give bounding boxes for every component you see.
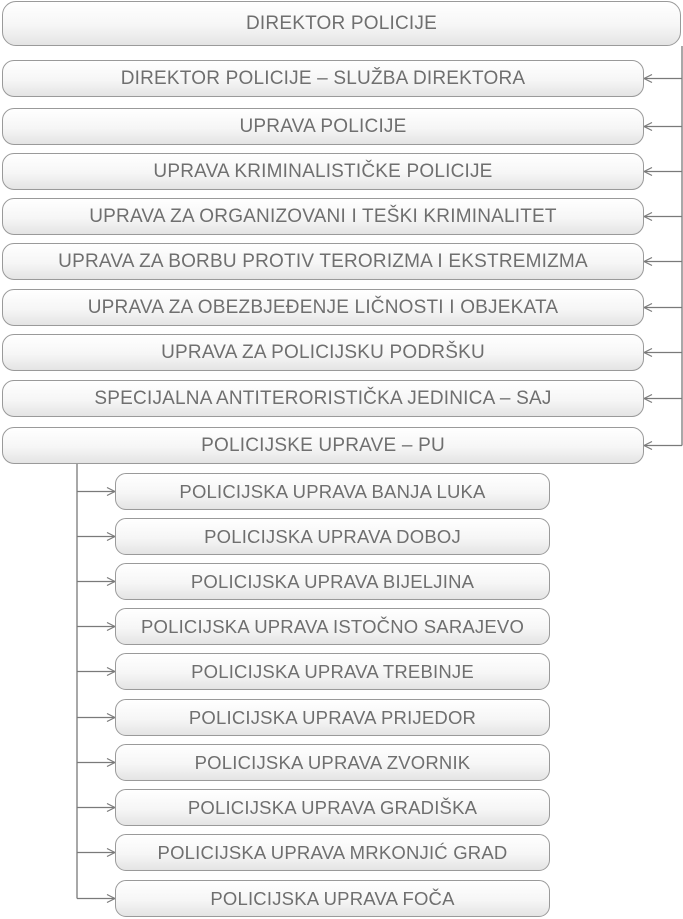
regional-box-policijska-uprava-istocno-sarajevo: POLICIJSKA UPRAVA ISTOČNO SARAJEVO (115, 608, 550, 645)
unit-box-uprava-kriminalisticke-policije: UPRAVA KRIMINALISTIČKE POLICIJE (2, 153, 644, 190)
regional-box-policijska-uprava-foca: POLICIJSKA UPRAVA FOČA (115, 880, 550, 917)
regional-box-policijska-uprava-trebinje: POLICIJSKA UPRAVA TREBINJE (115, 653, 550, 690)
root-box-direktor-policije: DIREKTOR POLICIJE (2, 1, 681, 46)
unit-box-uprava-za-organizovani-i-teski-kriminalitet: UPRAVA ZA ORGANIZOVANI I TEŠKI KRIMINALITET (2, 198, 644, 235)
regional-box-policijska-uprava-bijeljina: POLICIJSKA UPRAVA BIJELJINA (115, 563, 550, 600)
regional-box-policijska-uprava-doboj: POLICIJSKA UPRAVA DOBOJ (115, 518, 550, 555)
regional-box-policijska-uprava-banja-luka: POLICIJSKA UPRAVA BANJA LUKA (115, 473, 550, 510)
unit-box-uprava-policije: UPRAVA POLICIJE (2, 108, 644, 145)
unit-box-policijske-uprave-pu: POLICIJSKE UPRAVE – PU (2, 427, 644, 464)
regional-box-policijska-uprava-mrkonjic-grad: POLICIJSKA UPRAVA MRKONJIĆ GRAD (115, 834, 550, 871)
unit-box-uprava-za-obezbjedjenje-licnosti-i-objekata: UPRAVA ZA OBEZBJEĐENJE LIČNOSTI I OBJEKATA (2, 289, 644, 326)
regional-box-policijska-uprava-zvornik: POLICIJSKA UPRAVA ZVORNIK (115, 744, 550, 781)
regional-box-policijska-uprava-prijedor: POLICIJSKA UPRAVA PRIJEDOR (115, 699, 550, 736)
regional-box-policijska-uprava-gradiska: POLICIJSKA UPRAVA GRADIŠKA (115, 789, 550, 826)
unit-box-uprava-za-borbu-protiv-terorizma-i-ekstremizma: UPRAVA ZA BORBU PROTIV TERORIZMA I EKSTREMIZMA (2, 243, 644, 280)
unit-box-uprava-za-policijsku-podrsku: UPRAVA ZA POLICIJSKU PODRŠKU (2, 334, 644, 371)
unit-box-direktor-policije-sluzba-direktora: DIREKTOR POLICIJE – SLUŽBA DIREKTORA (2, 60, 644, 97)
unit-box-specijalna-antiteroristicka-jedinica-saj: SPECIJALNA ANTITERORISTIČKA JEDINICA – SAJ (2, 380, 644, 417)
